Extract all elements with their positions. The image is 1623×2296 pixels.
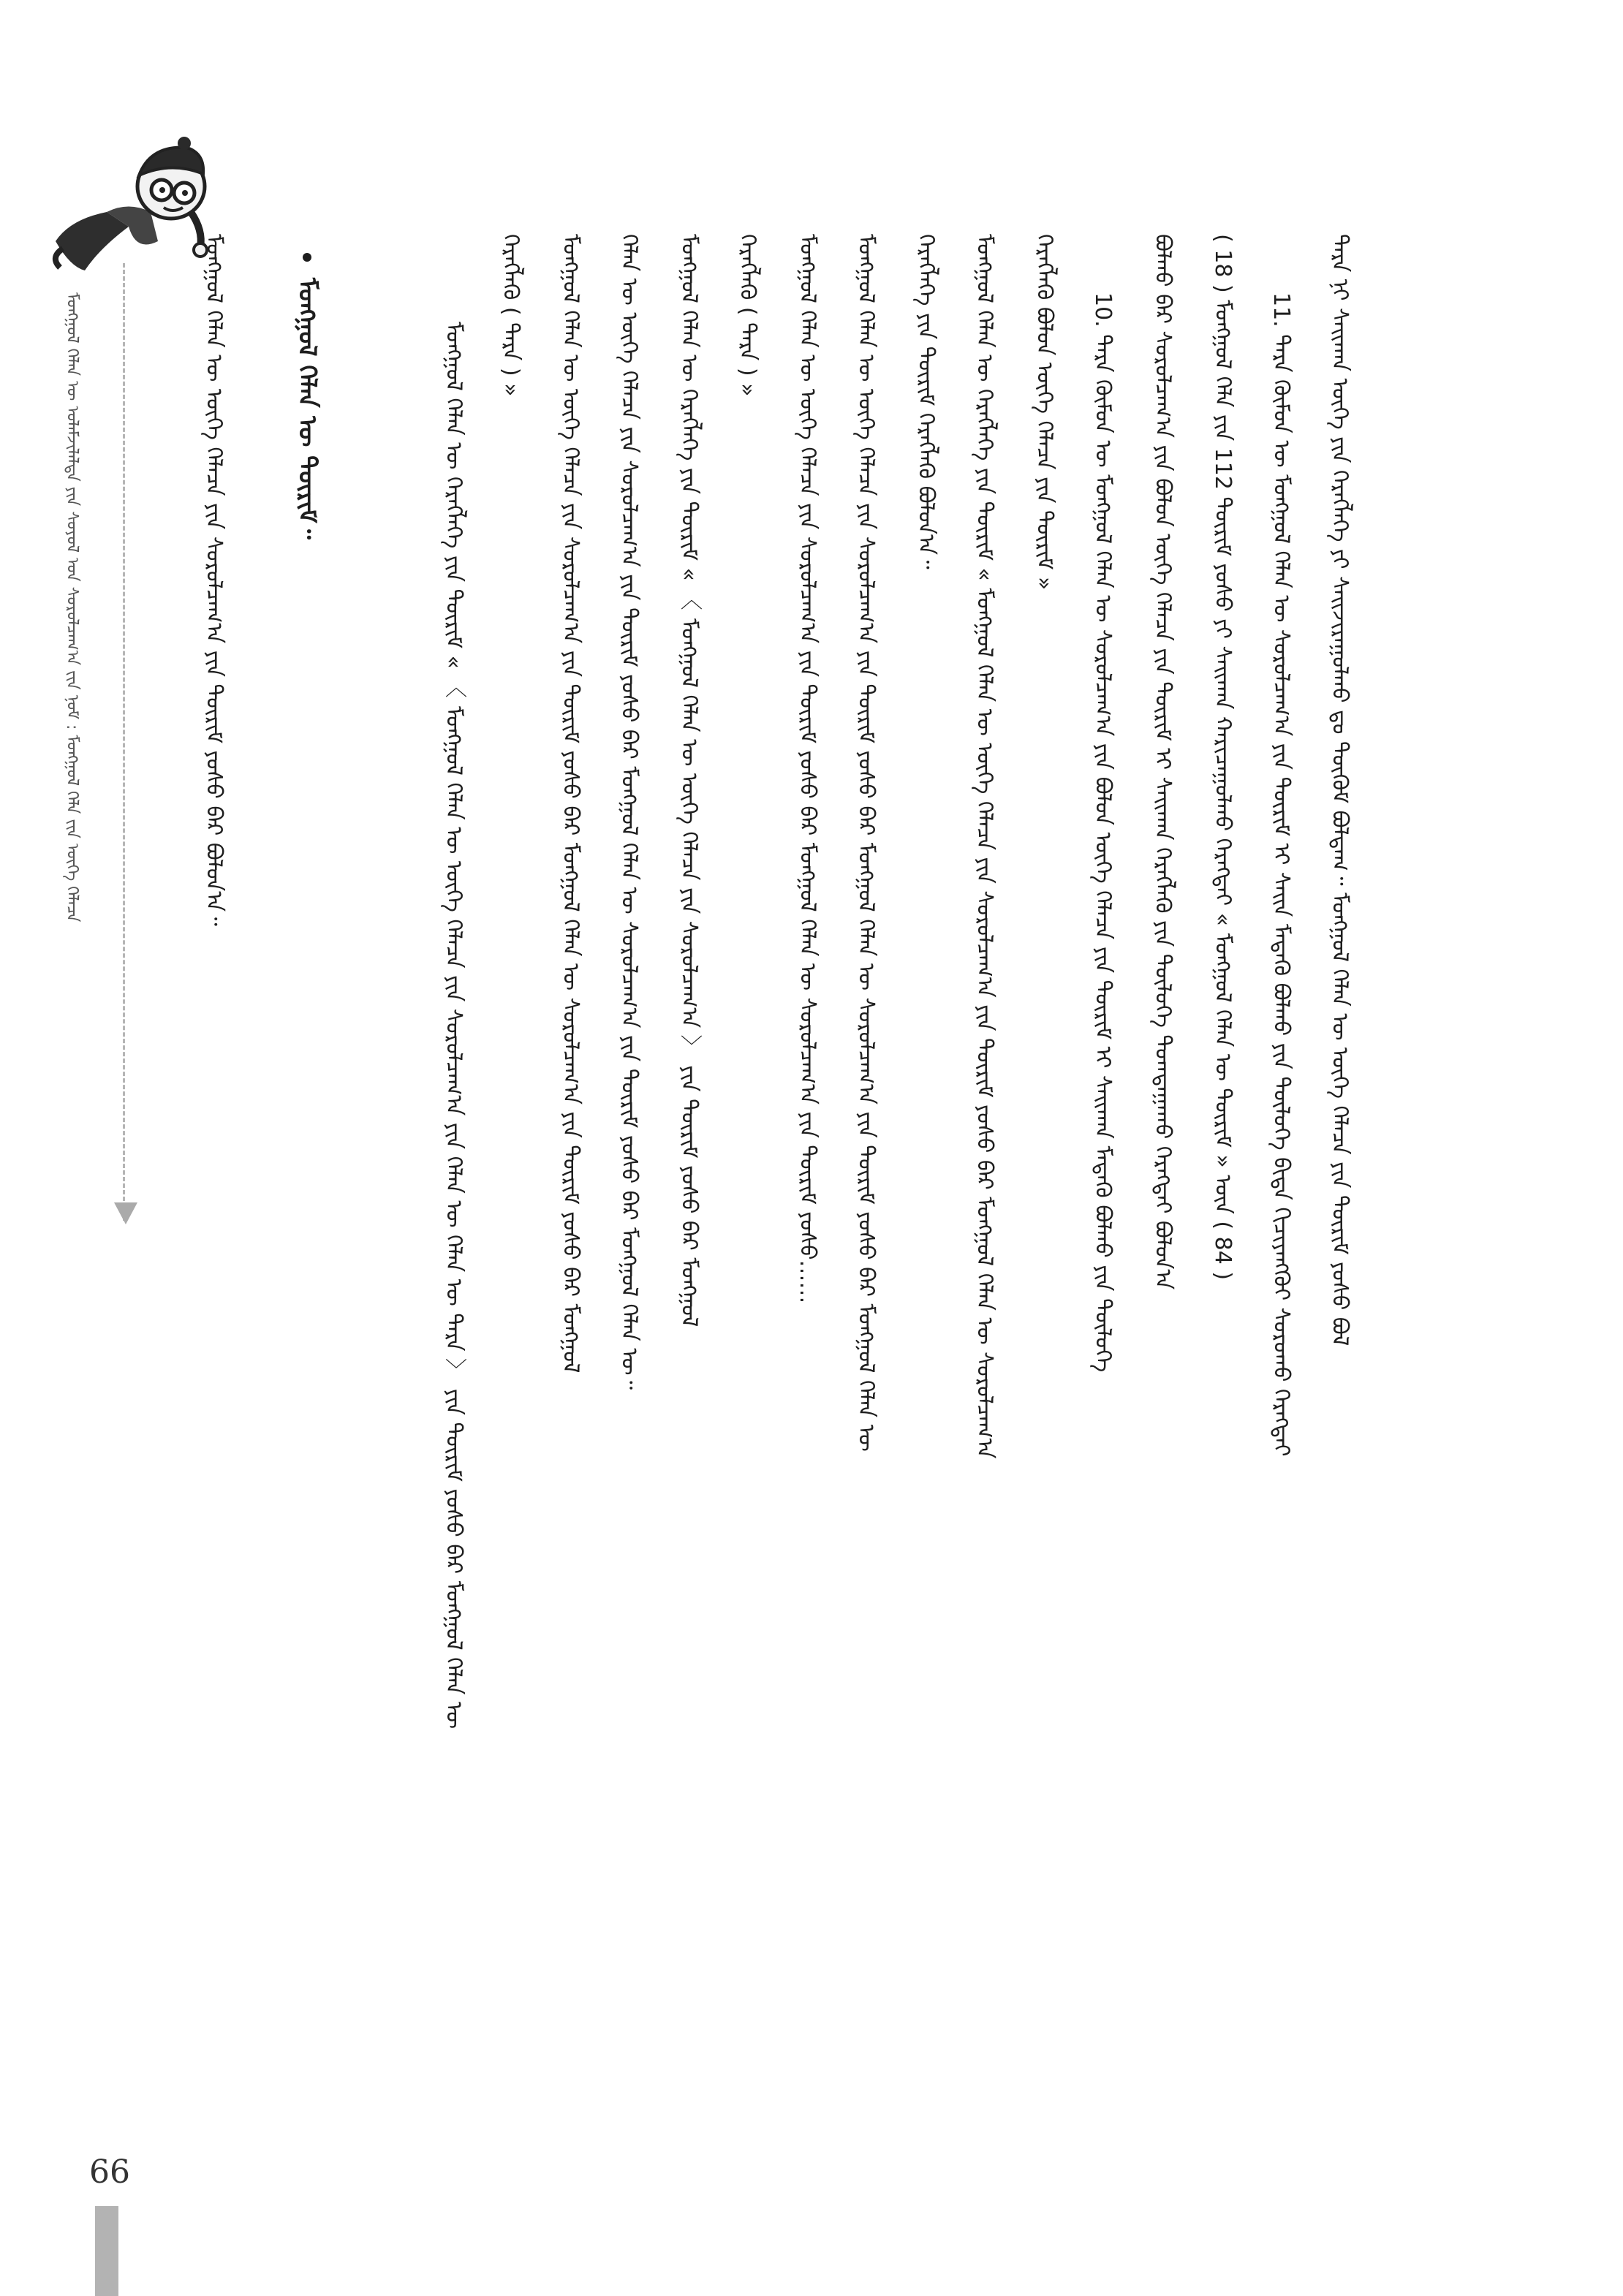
text-column: ᠮᠣᠩᠭᠣᠯ ᠬᠡᠯᠡᠨ ᠦ ᠬᠡᠷᠡᠭᠯᠡᠭᠡ ᠶᠢᠨ ᠳᠦᠷᠢᠮ « 〈 ᠮᠣᠩᠭᠣᠯ ᠬᠡᠯᠡᠨ ᠦ ᠦᠭᠡ ᠬᠡᠯᠡᠴᠡ ᠶᠢᠨ ᠰᠤᠷᠤᠯᠴᠠᠭ᠎ᠠ 〉 ᠶᠢᠨ ᠳᠦᠷᠢᠮ ᠶᠣᠰᠣ ᠪᠠᠷ ᠮᠣᠩᠭᠣᠯ (676, 234, 702, 1327)
text-column: ᠬᠡᠷᠡᠭᠯᠡᠬᠦ ( ᠲᠡᠷᠡ ) » (735, 234, 760, 397)
bullet-icon (303, 253, 311, 262)
text-column: 11. ᠲᠡᠷᠡ ᠬᠦᠮᠦᠨ ᠦ ᠮᠣᠩᠭᠣᠯ ᠬᠡᠯᠡᠨ ᠦ ᠰᠤᠷᠤᠯᠴᠠᠭ᠎ᠠ ᠶᠢᠨ ᠳᠦᠷᠢᠮ ᠢ ᠰᠠᠢᠨ ᠮᠡᠳᠡᠬᠦ ᠪᠣᠯᠬᠤ ᠶᠢᠨ ᠲᠥᠯᠥᠭᠡ ᠪᠢᠳᠡ ᠬᠢᠴᠢᠶᠡᠩᠭᠦᠢ ᠰᠤᠷᠤᠬᠤ ᠬᠡᠷᠡᠭᠲᠡᠢ (1268, 292, 1294, 1457)
text-column: ᠬᠡᠷᠡᠭᠯᠡᠬᠦ ᠪᠣᠯᠤᠨ ᠦᠭᠡ ᠬᠡᠯᠡᠴᠡ ᠶᠢᠨ ᠳᠦᠷᠢᠮ » (1032, 234, 1057, 591)
text-column: ᠮᠣᠩᠭᠣᠯ ᠬᠡᠯᠡᠨ ᠦ ᠦᠭᠡ ᠬᠡᠯᠡᠴᠡ ᠶᠢᠨ ᠰᠤᠷᠤᠯᠴᠠᠭ᠎ᠠ ᠶᠢᠨ ᠳᠦᠷᠢᠮ ᠶᠣᠰᠣ ᠪᠠᠷ ᠮᠣᠩᠭᠣᠯ ᠬᠡᠯᠡᠨ ᠦ ᠰᠤᠷᠤᠯᠴᠠᠭ᠎ᠠ ᠶᠢᠨ ᠳᠦᠷᠢᠮ ᠶᠣᠰᠣ…… (795, 234, 820, 1304)
page-number: 66 (89, 2153, 130, 2191)
triangle-marker-icon (114, 1202, 137, 1224)
text-column: ᠲᠡᠷᠡ ᠨᠢ ᠰᠠᠢᠬᠠᠨ ᠦᠭᠡ ᠶᠢᠨ ᠬᠡᠷᠡᠭᠯᠡᠭᠡ ᠶᠢ ᠰᠠᠢᠵᠢᠷᠠᠭᠤᠯᠬᠤ ᠳᠤ ᠳᠥᠭᠥᠮ ᠪᠣᠯᠳᠠᠭ᠃ ᠮᠣᠩᠭᠣᠯ ᠬᠡᠯᠡᠨ ᠦ ᠦᠭᠡ ᠬᠡᠯᠡᠴᠡ ᠶᠢᠨ ᠳᠦᠷᠢᠮ ᠶᠣᠰᠣ ᠪᠣᠯ (1327, 234, 1352, 1346)
boy-with-glasses-flying-icon (41, 132, 209, 278)
running-title: ᠮᠣᠩᠭᠣᠯ ᠬᠡᠯᠡᠨ ᠦ ᠤᠯᠠᠮᠵᠢᠯᠠᠯᠲᠠ ᠶᠢᠨ ᠰᠣᠶᠣᠯ ᠤᠨ ᠰᠤᠷᠤᠯᠴᠠᠭ᠎ᠠ ᠵᠢᠨ ᠨᠣᠮ : ᠮᠣᠩᠭᠣᠯ ᠬᠡᠯᠡ ᠵᠢᠨ ᠦᠭᠡ ᠬᠡᠯᠡᠴᠡ (63, 292, 81, 922)
text-column: ᠪᠣᠯᠬᠤ ᠪᠠᠷ ᠰᠤᠷᠤᠯᠴᠠᠭ᠎ᠠ ᠶᠢᠨ ᠪᠣᠯᠤᠨ ᠦᠭᠡ ᠬᠡᠯᠡᠴᠡ ᠶᠢᠨ ᠳᠦᠷᠢᠮ ᠢ ᠰᠠᠢᠬᠠᠨ ᠬᠡᠷᠡᠭᠯᠡᠬᠦ ᠶᠢᠨ ᠲᠥᠯᠥᠭᠡ ᠲᠣᠭᠲᠠᠭᠠᠬᠤ ᠬᠡᠷᠡᠭᠲᠡᠢ ᠪᠣᠯᠤᠨ᠎ᠠ (1150, 234, 1176, 1290)
header-divider (123, 263, 125, 1221)
section-heading: ᠮᠣᠩᠭᠣᠯ ᠬᠡᠯᠡᠨ ᠦ ᠳᠦᠷᠢᠮ᠃ (292, 278, 322, 539)
text-column: ( 18 ) ᠮᠣᠩᠭᠣᠯ ᠬᠡᠯᠡ ᠶᠢᠨ 112 ᠳᠦᠷᠢᠮ ᠶᠣᠰᠣ ᠶᠢ ᠰᠠᠢᠬᠠᠨ ᠬᠠᠷᠢᠴᠠᠭᠤᠯᠬᠤ ᠬᠡᠷᠡᠭᠲᠡᠢ « ᠮᠣᠩᠭᠣᠯ ᠬᠡᠯᠡᠨ ᠦ ᠳᠦᠷᠢᠮ » ᠦᠨ ( 84 ) (1210, 234, 1236, 1281)
text-column: ᠬᠡᠷᠡᠭᠯᠡᠬᠦ ( ᠲᠡᠷᠡ ) » (498, 234, 523, 397)
text-column: ᠮᠣᠩᠭᠣᠯ ᠬᠡᠯᠡᠨ ᠦ ᠦᠭᠡ ᠬᠡᠯᠡᠴᠡ ᠶᠢᠨ ᠰᠤᠷᠤᠯᠴᠠᠭ᠎ᠠ ᠶᠢᠨ ᠳᠦᠷᠢᠮ ᠶᠣᠰᠣ ᠪᠠᠷ ᠮᠣᠩᠭᠣᠯ ᠬᠡᠯᠡᠨ ᠦ ᠰᠤᠷᠤᠯᠴᠠᠭ᠎ᠠ ᠶᠢᠨ ᠳᠦᠷᠢᠮ ᠶᠣᠰᠣ ᠪᠠᠷ ᠮᠣᠩᠭᠣᠯ (558, 234, 583, 1374)
text-column: ᠬᠡᠯᠡᠨ ᠦ ᠦᠭᠡ ᠬᠡᠯᠡᠴᠡ ᠶᠢᠨ ᠰᠤᠷᠤᠯᠴᠠᠭ᠎ᠠ ᠶᠢᠨ ᠳᠦᠷᠢᠮ ᠶᠣᠰᠣ ᠪᠠᠷ ᠮᠣᠩᠭᠣᠯ ᠬᠡᠯᠡᠨ ᠦ ᠰᠤᠷᠤᠯᠴᠠᠭ᠎ᠠ ᠶᠢᠨ ᠳᠦᠷᠢᠮ ᠶᠣᠰᠣ ᠪᠠᠷ ᠮᠣᠩᠭᠣᠯ ᠬᠡᠯᠡᠨ ᠦ᠃ (616, 234, 642, 1390)
text-column: ᠮᠣᠩᠭᠣᠯ ᠬᠡᠯᠡᠨ ᠦ ᠦᠭᠡ ᠬᠡᠯᠡᠴᠡ ᠶᠢᠨ ᠰᠤᠷᠤᠯᠴᠠᠭ᠎ᠠ ᠶᠢᠨ ᠳᠦᠷᠢᠮ ᠶᠣᠰᠣ ᠪᠠᠷ ᠮᠣᠩᠭᠣᠯ ᠬᠡᠯᠡᠨ ᠦ ᠰᠤᠷᠤᠯᠴᠠᠭ᠎ᠠ ᠶᠢᠨ ᠳᠦᠷᠢᠮ ᠶᠣᠰᠣ ᠪᠠᠷ ᠮᠣᠩᠭᠣᠯ ᠬᠡᠯᠡᠨ ᠦ (853, 234, 879, 1452)
text-column: 10. ᠲᠡᠷᠡ ᠬᠦᠮᠦᠨ ᠦ ᠮᠣᠩᠭᠣᠯ ᠬᠡᠯᠡᠨ ᠦ ᠰᠤᠷᠤᠯᠴᠠᠭ᠎ᠠ ᠶᠢᠨ ᠪᠣᠯᠤᠨ ᠦᠭᠡ ᠬᠡᠯᠡᠴᠡ ᠶᠢᠨ ᠳᠦᠷᠢᠮ ᠢ ᠰᠠᠢᠬᠠᠨ ᠮᠡᠳᠡᠬᠦ ᠪᠣᠯᠬᠤ ᠶᠢᠨ ᠲᠥᠯᠥᠭᠡ (1090, 292, 1116, 1373)
text-column: ᠮᠣᠩᠭᠣᠯ ᠬᠡᠯᠡᠨ ᠦ ᠦᠭᠡ ᠬᠡᠯᠡᠴᠡ ᠶᠢᠨ ᠰᠤᠷᠤᠯᠴᠠᠭ᠎ᠠ ᠶᠢᠨ ᠳᠦᠷᠢᠮ ᠶᠣᠰᠣ ᠪᠠᠷ ᠪᠣᠯᠤᠨ᠎ᠠ᠃ (201, 234, 227, 926)
text-column: ᠬᠡᠷᠡᠭᠯᠡᠭᠡ ᠶᠢᠨ ᠳᠦᠷᠢᠮ ᠬᠡᠷᠡᠭᠯᠡᠬᠦ ᠪᠣᠯᠤᠨ᠎ᠠ᠃ (913, 234, 939, 569)
page-edge-tab (95, 2206, 118, 2296)
text-column: ᠮᠣᠩᠭᠣᠯ ᠬᠡᠯᠡᠨ ᠦ ᠬᠡᠷᠡᠭᠯᠡᠭᠡ ᠶᠢᠨ ᠳᠦᠷᠢᠮ « ᠮᠣᠩᠭᠣᠯ ᠬᠡᠯᠡᠨ ᠦ ᠦᠭᠡ ᠬᠡᠯᠡᠴᠡ ᠶᠢᠨ ᠰᠤᠷᠤᠯᠴᠠᠭ᠎ᠠ ᠶᠢᠨ ᠳᠦᠷᠢᠮ ᠶᠣᠰᠣ ᠪᠠᠷ ᠮᠣᠩᠭᠣᠯ ᠬᠡᠯᠡᠨ ᠦ ᠰᠤᠷᠤᠯᠴᠠᠭ᠎ᠠ (972, 234, 997, 1459)
text-column: ᠮᠣᠩᠭᠣᠯ ᠬᠡᠯᠡᠨ ᠦ ᠬᠡᠷᠡᠭᠯᠡᠭᠡ ᠶᠢᠨ ᠳᠦᠷᠢᠮ « 〈 ᠮᠣᠩᠭᠣᠯ ᠬᠡᠯᠡᠨ ᠦ ᠦᠭᠡ ᠬᠡᠯᠡᠴᠡ ᠶᠢᠨ ᠰᠤᠷᠤᠯᠴᠠᠭ᠎ᠠ ᠶᠢᠨ ᠬᠡᠯᠡᠨ ᠦ ᠬᠡᠯᠡᠨ ᠦ ᠲᠡᠷᠡ 〉 ᠶᠢᠨ ᠳᠦᠷᠢᠮ ᠶᠣᠰᠣ ᠪᠠᠷ ᠮᠣᠩᠭᠣᠯ ᠬᠡᠯᠡᠨ ᠦ (441, 322, 466, 1729)
